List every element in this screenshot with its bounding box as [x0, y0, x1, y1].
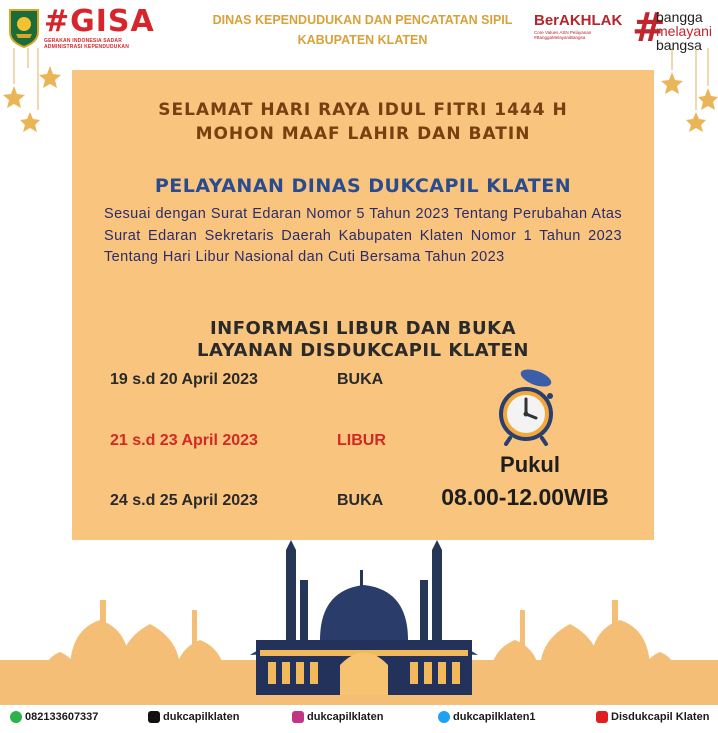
star-icon	[661, 72, 718, 132]
instagram-icon	[292, 711, 304, 723]
berakhlak-subtitle: Core Values ASN Pelayanan #BanggaMelayaniBangsa	[534, 30, 592, 40]
greeting-line-1: SELAMAT HARI RAYA IDUL FITRI 1444 H	[158, 100, 568, 120]
mosque-skyline	[0, 540, 718, 705]
twitter-link[interactable]	[438, 711, 536, 723]
tiktok-link[interactable]	[148, 711, 239, 723]
whatsapp-contact[interactable]	[10, 711, 98, 723]
whatsapp-number: 082133607337	[25, 711, 99, 723]
info-title-line-2: LAYANAN DISDUKCAPIL KLATEN	[197, 340, 529, 361]
gisa-logo	[44, 6, 174, 52]
instagram-link[interactable]	[292, 711, 383, 723]
youtube-link[interactable]	[596, 711, 709, 723]
agency-title-line-2: KABUPATEN KLATEN	[297, 33, 428, 47]
whatsapp-icon	[10, 711, 22, 723]
gisa-subtitle-1: GERAKAN INDONESIA SADAR	[44, 38, 123, 44]
twitter-icon	[438, 711, 450, 723]
mosque-icon	[250, 540, 478, 695]
twitter-handle: dukcapilklaten1	[453, 711, 536, 723]
schedule-row-1-dates: 19 s.d 20 April 2023	[110, 371, 258, 388]
agency-title-line-1: DINAS KEPENDUDUKAN DAN PENCATATAN SIPIL	[212, 13, 513, 27]
alarm-clock-icon	[496, 366, 566, 446]
berakhlak-logo	[534, 12, 634, 40]
bangga-melayani-logo	[632, 5, 716, 53]
left-stars-decoration	[0, 48, 80, 148]
service-hours: 08.00-12.00WIB	[441, 484, 609, 510]
footer-social-bar	[0, 705, 718, 733]
star-icon	[3, 66, 61, 132]
bangga-hash: #	[632, 5, 666, 51]
right-stars-decoration	[650, 48, 718, 148]
melayani-word: melayani	[656, 23, 713, 39]
schedule-row-2-dates: 21 s.d 23 April 2023	[110, 432, 258, 449]
bangsa-word: bangsa	[656, 37, 702, 53]
instagram-handle: dukcapilklaten	[307, 711, 384, 723]
bangga-word: bangga	[656, 9, 703, 25]
gisa-subtitle-2: ADMINISTRASI KEPENDUDUKAN	[44, 44, 130, 50]
info-title-line-1: INFORMASI LIBUR DAN BUKA	[209, 318, 517, 339]
greeting-line-2: MOHON MAAF LAHIR DAN BATIN	[195, 124, 531, 144]
schedule-row-2-status: LIBUR	[337, 432, 386, 449]
service-title: PELAYANAN DINAS DUKCAPIL KLATEN	[154, 175, 572, 197]
youtube-icon	[596, 711, 608, 723]
agency-title	[190, 10, 535, 50]
tiktok-handle: dukcapilklaten	[163, 711, 240, 723]
schedule-row-1-status: BUKA	[337, 371, 384, 388]
kabupaten-emblem-icon	[8, 8, 40, 48]
schedule-row-3-status: BUKA	[337, 492, 384, 509]
berakhlak-title: BerAKHLAK	[534, 12, 623, 29]
gisa-title: #GISA	[44, 4, 155, 39]
youtube-channel: Disdukcapil Klaten	[611, 711, 710, 723]
pukul-label: Pukul	[500, 452, 560, 477]
service-body-text: Sesuai dengan Surat Edaran Nomor 5 Tahun 2023 Tentang Perubahan Atas Surat Edaran Sekretaris Daerah Kabupaten Klaten Nomor 1 Tahun 2023 Tentang Hari Libur Nasional dan Cuti Bersama Tahun 2023	[104, 206, 622, 265]
schedule-row-3-dates: 24 s.d 25 April 2023	[110, 492, 258, 509]
tiktok-icon	[148, 711, 160, 723]
